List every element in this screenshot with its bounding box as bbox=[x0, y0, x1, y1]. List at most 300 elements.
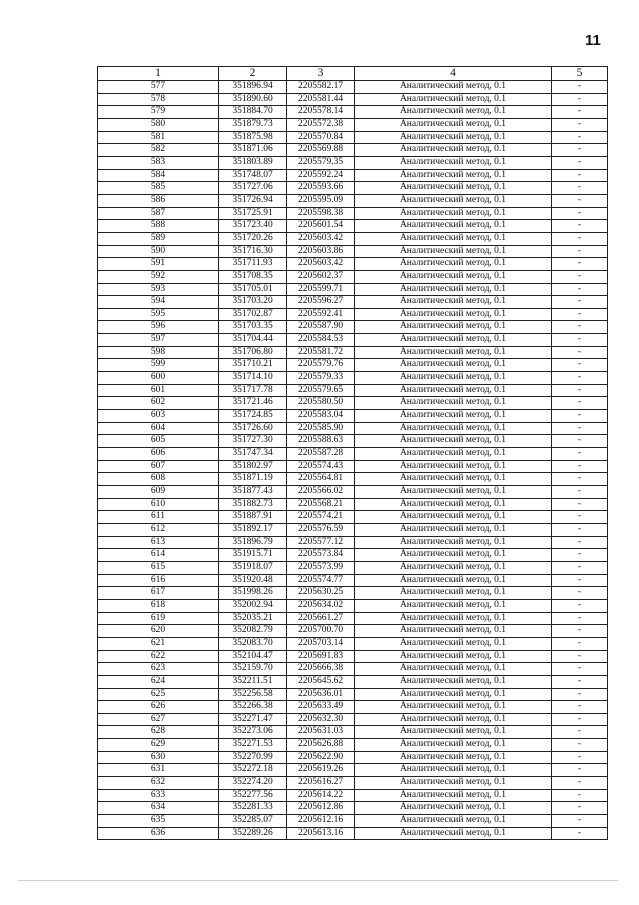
table-row bbox=[98, 308, 608, 321]
x-coordinate-cell: 352002.94 bbox=[219, 599, 287, 612]
description-cell: - bbox=[552, 93, 608, 106]
description-cell: - bbox=[552, 536, 608, 549]
table-row bbox=[98, 169, 608, 182]
description-cell: - bbox=[552, 410, 608, 423]
x-coordinate-cell: 351724.85 bbox=[219, 410, 287, 423]
x-coordinate-cell: 351871.06 bbox=[219, 144, 287, 157]
description-cell: - bbox=[552, 169, 608, 182]
x-coordinate-cell: 351703.35 bbox=[219, 321, 287, 334]
point-number-cell: 612 bbox=[98, 523, 219, 536]
x-coordinate-cell: 351723.40 bbox=[219, 220, 287, 233]
column-header-3: 3 bbox=[287, 67, 355, 81]
point-number-cell: 594 bbox=[98, 296, 219, 309]
page-edge-line bbox=[18, 880, 618, 881]
x-coordinate-cell: 351747.34 bbox=[219, 448, 287, 461]
method-cell: Аналитический метод, 0.1 bbox=[355, 144, 552, 157]
point-number-cell: 623 bbox=[98, 663, 219, 676]
method-cell: Аналитический метод, 0.1 bbox=[355, 511, 552, 524]
x-coordinate-cell: 352256.58 bbox=[219, 688, 287, 701]
method-cell: Аналитический метод, 0.1 bbox=[355, 384, 552, 397]
x-coordinate-cell: 351721.46 bbox=[219, 397, 287, 410]
method-cell: Аналитический метод, 0.1 bbox=[355, 194, 552, 207]
x-coordinate-cell: 351918.07 bbox=[219, 561, 287, 574]
description-cell: - bbox=[552, 612, 608, 625]
y-coordinate-cell: 2205593.66 bbox=[287, 182, 355, 195]
point-number-cell: 599 bbox=[98, 359, 219, 372]
y-coordinate-cell: 2205581.72 bbox=[287, 346, 355, 359]
y-coordinate-cell: 2205570.84 bbox=[287, 131, 355, 144]
point-number-cell: 597 bbox=[98, 334, 219, 347]
method-cell: Аналитический метод, 0.1 bbox=[355, 270, 552, 283]
x-coordinate-cell: 352035.21 bbox=[219, 612, 287, 625]
description-cell: - bbox=[552, 789, 608, 802]
point-number-cell: 595 bbox=[98, 308, 219, 321]
point-number-cell: 606 bbox=[98, 448, 219, 461]
description-cell: - bbox=[552, 346, 608, 359]
table-row bbox=[98, 777, 608, 790]
description-cell: - bbox=[552, 549, 608, 562]
method-cell: Аналитический метод, 0.1 bbox=[355, 283, 552, 296]
point-number-cell: 611 bbox=[98, 511, 219, 524]
description-cell: - bbox=[552, 296, 608, 309]
point-number-cell: 625 bbox=[98, 688, 219, 701]
column-header-4: 4 bbox=[355, 67, 552, 81]
method-cell: Аналитический метод, 0.1 bbox=[355, 650, 552, 663]
point-number-cell: 613 bbox=[98, 536, 219, 549]
method-cell: Аналитический метод, 0.1 bbox=[355, 397, 552, 410]
description-cell: - bbox=[552, 156, 608, 169]
y-coordinate-cell: 2205573.84 bbox=[287, 549, 355, 562]
description-cell: - bbox=[552, 144, 608, 157]
point-number-cell: 617 bbox=[98, 587, 219, 600]
method-cell: Аналитический метод, 0.1 bbox=[355, 536, 552, 549]
x-coordinate-cell: 351875.98 bbox=[219, 131, 287, 144]
description-cell: - bbox=[552, 359, 608, 372]
description-cell: - bbox=[552, 486, 608, 499]
table-row bbox=[98, 283, 608, 296]
x-coordinate-cell: 351802.97 bbox=[219, 460, 287, 473]
x-coordinate-cell: 352083.70 bbox=[219, 637, 287, 650]
method-cell: Аналитический метод, 0.1 bbox=[355, 232, 552, 245]
method-cell: Аналитический метод, 0.1 bbox=[355, 410, 552, 423]
y-coordinate-cell: 2205569.88 bbox=[287, 144, 355, 157]
table-row bbox=[98, 764, 608, 777]
point-number-cell: 607 bbox=[98, 460, 219, 473]
method-cell: Аналитический метод, 0.1 bbox=[355, 422, 552, 435]
description-cell: - bbox=[552, 460, 608, 473]
description-cell: - bbox=[552, 473, 608, 486]
x-coordinate-cell: 351896.94 bbox=[219, 81, 287, 94]
description-cell: - bbox=[552, 561, 608, 574]
table-row bbox=[98, 675, 608, 688]
method-cell: Аналитический метод, 0.1 bbox=[355, 599, 552, 612]
table-row bbox=[98, 827, 608, 840]
x-coordinate-cell: 352273.06 bbox=[219, 726, 287, 739]
point-number-cell: 583 bbox=[98, 156, 219, 169]
method-cell: Аналитический метод, 0.1 bbox=[355, 739, 552, 752]
description-cell: - bbox=[552, 448, 608, 461]
point-number-cell: 632 bbox=[98, 777, 219, 790]
method-cell: Аналитический метод, 0.1 bbox=[355, 587, 552, 600]
point-number-cell: 605 bbox=[98, 435, 219, 448]
point-number-cell: 604 bbox=[98, 422, 219, 435]
point-number-cell: 628 bbox=[98, 726, 219, 739]
column-header-2: 2 bbox=[219, 67, 287, 81]
y-coordinate-cell: 2205598.38 bbox=[287, 207, 355, 220]
y-coordinate-cell: 2205595.09 bbox=[287, 194, 355, 207]
x-coordinate-cell: 352159.70 bbox=[219, 663, 287, 676]
y-coordinate-cell: 2205603.42 bbox=[287, 232, 355, 245]
method-cell: Аналитический метод, 0.1 bbox=[355, 258, 552, 271]
table-row bbox=[98, 739, 608, 752]
point-number-cell: 616 bbox=[98, 574, 219, 587]
table-row bbox=[98, 460, 608, 473]
description-cell: - bbox=[552, 726, 608, 739]
table-row bbox=[98, 574, 608, 587]
table-row bbox=[98, 397, 608, 410]
method-cell: Аналитический метод, 0.1 bbox=[355, 156, 552, 169]
y-coordinate-cell: 2205645.62 bbox=[287, 675, 355, 688]
point-number-cell: 620 bbox=[98, 625, 219, 638]
method-cell: Аналитический метод, 0.1 bbox=[355, 169, 552, 182]
table-row bbox=[98, 207, 608, 220]
x-coordinate-cell: 351890.60 bbox=[219, 93, 287, 106]
description-cell: - bbox=[552, 334, 608, 347]
description-cell: - bbox=[552, 270, 608, 283]
x-coordinate-cell: 351877.43 bbox=[219, 486, 287, 499]
point-number-cell: 588 bbox=[98, 220, 219, 233]
y-coordinate-cell: 2205582.17 bbox=[287, 81, 355, 94]
description-cell: - bbox=[552, 106, 608, 119]
description-cell: - bbox=[552, 498, 608, 511]
method-cell: Аналитический метод, 0.1 bbox=[355, 106, 552, 119]
x-coordinate-cell: 351702.87 bbox=[219, 308, 287, 321]
method-cell: Аналитический метод, 0.1 bbox=[355, 308, 552, 321]
y-coordinate-cell: 2205666.38 bbox=[287, 663, 355, 676]
x-coordinate-cell: 352211.51 bbox=[219, 675, 287, 688]
point-number-cell: 614 bbox=[98, 549, 219, 562]
x-coordinate-cell: 352289.26 bbox=[219, 827, 287, 840]
y-coordinate-cell: 2205587.28 bbox=[287, 448, 355, 461]
x-coordinate-cell: 351879.73 bbox=[219, 118, 287, 131]
y-coordinate-cell: 2205634.02 bbox=[287, 599, 355, 612]
description-cell: - bbox=[552, 194, 608, 207]
method-cell: Аналитический метод, 0.1 bbox=[355, 220, 552, 233]
point-number-cell: 621 bbox=[98, 637, 219, 650]
x-coordinate-cell: 351726.94 bbox=[219, 194, 287, 207]
point-number-cell: 627 bbox=[98, 713, 219, 726]
table-row bbox=[98, 701, 608, 714]
point-number-cell: 603 bbox=[98, 410, 219, 423]
y-coordinate-cell: 2205626.88 bbox=[287, 739, 355, 752]
y-coordinate-cell: 2205691.83 bbox=[287, 650, 355, 663]
y-coordinate-cell: 2205588.63 bbox=[287, 435, 355, 448]
x-coordinate-cell: 351803.89 bbox=[219, 156, 287, 169]
table-row bbox=[98, 561, 608, 574]
table-row bbox=[98, 144, 608, 157]
table-header bbox=[98, 67, 608, 81]
x-coordinate-cell: 352285.07 bbox=[219, 815, 287, 828]
y-coordinate-cell: 2205616.27 bbox=[287, 777, 355, 790]
point-number-cell: 608 bbox=[98, 473, 219, 486]
point-number-cell: 636 bbox=[98, 827, 219, 840]
x-coordinate-cell: 351711.93 bbox=[219, 258, 287, 271]
method-cell: Аналитический метод, 0.1 bbox=[355, 473, 552, 486]
description-cell: - bbox=[552, 523, 608, 536]
x-coordinate-cell: 351920.48 bbox=[219, 574, 287, 587]
method-cell: Аналитический метод, 0.1 bbox=[355, 81, 552, 94]
y-coordinate-cell: 2205599.71 bbox=[287, 283, 355, 296]
table-row bbox=[98, 156, 608, 169]
method-cell: Аналитический метод, 0.1 bbox=[355, 764, 552, 777]
y-coordinate-cell: 2205601.54 bbox=[287, 220, 355, 233]
y-coordinate-cell: 2205587.90 bbox=[287, 321, 355, 334]
x-coordinate-cell: 351884.70 bbox=[219, 106, 287, 119]
description-cell: - bbox=[552, 308, 608, 321]
y-coordinate-cell: 2205614.22 bbox=[287, 789, 355, 802]
method-cell: Аналитический метод, 0.1 bbox=[355, 663, 552, 676]
table-row bbox=[98, 726, 608, 739]
description-cell: - bbox=[552, 764, 608, 777]
point-number-cell: 586 bbox=[98, 194, 219, 207]
description-cell: - bbox=[552, 625, 608, 638]
table-row bbox=[98, 232, 608, 245]
point-number-cell: 590 bbox=[98, 245, 219, 258]
method-cell: Аналитический метод, 0.1 bbox=[355, 827, 552, 840]
description-cell: - bbox=[552, 701, 608, 714]
description-cell: - bbox=[552, 118, 608, 131]
table-row bbox=[98, 473, 608, 486]
description-cell: - bbox=[552, 587, 608, 600]
x-coordinate-cell: 351716.30 bbox=[219, 245, 287, 258]
table-row bbox=[98, 802, 608, 815]
point-number-cell: 634 bbox=[98, 802, 219, 815]
y-coordinate-cell: 2205602.37 bbox=[287, 270, 355, 283]
table-row bbox=[98, 713, 608, 726]
table-row bbox=[98, 422, 608, 435]
description-cell: - bbox=[552, 283, 608, 296]
description-cell: - bbox=[552, 511, 608, 524]
column-header-5: 5 bbox=[552, 67, 608, 81]
y-coordinate-cell: 2205579.76 bbox=[287, 359, 355, 372]
y-coordinate-cell: 2205574.43 bbox=[287, 460, 355, 473]
table-row bbox=[98, 751, 608, 764]
y-coordinate-cell: 2205703.14 bbox=[287, 637, 355, 650]
y-coordinate-cell: 2205572.38 bbox=[287, 118, 355, 131]
point-number-cell: 584 bbox=[98, 169, 219, 182]
method-cell: Аналитический метод, 0.1 bbox=[355, 486, 552, 499]
y-coordinate-cell: 2205612.16 bbox=[287, 815, 355, 828]
x-coordinate-cell: 352266.38 bbox=[219, 701, 287, 714]
point-number-cell: 622 bbox=[98, 650, 219, 663]
description-cell: - bbox=[552, 574, 608, 587]
table-row bbox=[98, 650, 608, 663]
table-row bbox=[98, 625, 608, 638]
method-cell: Аналитический метод, 0.1 bbox=[355, 777, 552, 790]
y-coordinate-cell: 2205603.86 bbox=[287, 245, 355, 258]
y-coordinate-cell: 2205619.26 bbox=[287, 764, 355, 777]
table-row bbox=[98, 815, 608, 828]
method-cell: Аналитический метод, 0.1 bbox=[355, 131, 552, 144]
point-number-cell: 633 bbox=[98, 789, 219, 802]
y-coordinate-cell: 2205636.01 bbox=[287, 688, 355, 701]
x-coordinate-cell: 351727.06 bbox=[219, 182, 287, 195]
y-coordinate-cell: 2205580.50 bbox=[287, 397, 355, 410]
description-cell: - bbox=[552, 81, 608, 94]
description-cell: - bbox=[552, 650, 608, 663]
coordinates-table bbox=[97, 66, 608, 840]
table-row bbox=[98, 511, 608, 524]
table-row bbox=[98, 536, 608, 549]
method-cell: Аналитический метод, 0.1 bbox=[355, 296, 552, 309]
point-number-cell: 618 bbox=[98, 599, 219, 612]
description-cell: - bbox=[552, 802, 608, 815]
table-row bbox=[98, 334, 608, 347]
y-coordinate-cell: 2205578.14 bbox=[287, 106, 355, 119]
table-row bbox=[98, 384, 608, 397]
point-number-cell: 579 bbox=[98, 106, 219, 119]
description-cell: - bbox=[552, 220, 608, 233]
method-cell: Аналитический метод, 0.1 bbox=[355, 372, 552, 385]
y-coordinate-cell: 2205633.49 bbox=[287, 701, 355, 714]
description-cell: - bbox=[552, 739, 608, 752]
table-row bbox=[98, 599, 608, 612]
method-cell: Аналитический метод, 0.1 bbox=[355, 625, 552, 638]
description-cell: - bbox=[552, 675, 608, 688]
table-row bbox=[98, 118, 608, 131]
description-cell: - bbox=[552, 397, 608, 410]
method-cell: Аналитический метод, 0.1 bbox=[355, 815, 552, 828]
point-number-cell: 630 bbox=[98, 751, 219, 764]
point-number-cell: 598 bbox=[98, 346, 219, 359]
x-coordinate-cell: 351725.91 bbox=[219, 207, 287, 220]
table-row bbox=[98, 182, 608, 195]
point-number-cell: 624 bbox=[98, 675, 219, 688]
method-cell: Аналитический метод, 0.1 bbox=[355, 435, 552, 448]
x-coordinate-cell: 351726.60 bbox=[219, 422, 287, 435]
x-coordinate-cell: 351705.01 bbox=[219, 283, 287, 296]
method-cell: Аналитический метод, 0.1 bbox=[355, 448, 552, 461]
table-row bbox=[98, 359, 608, 372]
y-coordinate-cell: 2205579.35 bbox=[287, 156, 355, 169]
x-coordinate-cell: 351871.19 bbox=[219, 473, 287, 486]
x-coordinate-cell: 351706.80 bbox=[219, 346, 287, 359]
table-row bbox=[98, 245, 608, 258]
y-coordinate-cell: 2205579.65 bbox=[287, 384, 355, 397]
x-coordinate-cell: 352281.33 bbox=[219, 802, 287, 815]
y-coordinate-cell: 2205661.27 bbox=[287, 612, 355, 625]
table-row bbox=[98, 663, 608, 676]
x-coordinate-cell: 351727.30 bbox=[219, 435, 287, 448]
header-row bbox=[98, 67, 608, 81]
y-coordinate-cell: 2205622.90 bbox=[287, 751, 355, 764]
description-cell: - bbox=[552, 422, 608, 435]
description-cell: - bbox=[552, 435, 608, 448]
description-cell: - bbox=[552, 258, 608, 271]
method-cell: Аналитический метод, 0.1 bbox=[355, 701, 552, 714]
point-number-cell: 619 bbox=[98, 612, 219, 625]
y-coordinate-cell: 2205603.42 bbox=[287, 258, 355, 271]
y-coordinate-cell: 2205613.16 bbox=[287, 827, 355, 840]
table-row bbox=[98, 270, 608, 283]
description-cell: - bbox=[552, 245, 608, 258]
y-coordinate-cell: 2205581.44 bbox=[287, 93, 355, 106]
point-number-cell: 585 bbox=[98, 182, 219, 195]
table-row bbox=[98, 346, 608, 359]
table-row bbox=[98, 106, 608, 119]
y-coordinate-cell: 2205576.59 bbox=[287, 523, 355, 536]
method-cell: Аналитический метод, 0.1 bbox=[355, 802, 552, 815]
x-coordinate-cell: 351896.79 bbox=[219, 536, 287, 549]
point-number-cell: 635 bbox=[98, 815, 219, 828]
table-row bbox=[98, 637, 608, 650]
x-coordinate-cell: 351708.35 bbox=[219, 270, 287, 283]
method-cell: Аналитический метод, 0.1 bbox=[355, 688, 552, 701]
point-number-cell: 602 bbox=[98, 397, 219, 410]
table-body bbox=[98, 81, 608, 840]
table-row bbox=[98, 435, 608, 448]
description-cell: - bbox=[552, 599, 608, 612]
table-row bbox=[98, 498, 608, 511]
table-row bbox=[98, 612, 608, 625]
description-cell: - bbox=[552, 637, 608, 650]
description-cell: - bbox=[552, 232, 608, 245]
x-coordinate-cell: 352277.56 bbox=[219, 789, 287, 802]
point-number-cell: 601 bbox=[98, 384, 219, 397]
table-row bbox=[98, 296, 608, 309]
x-coordinate-cell: 351887.91 bbox=[219, 511, 287, 524]
description-cell: - bbox=[552, 751, 608, 764]
point-number-cell: 596 bbox=[98, 321, 219, 334]
table-row bbox=[98, 372, 608, 385]
description-cell: - bbox=[552, 182, 608, 195]
x-coordinate-cell: 352082.79 bbox=[219, 625, 287, 638]
point-number-cell: 581 bbox=[98, 131, 219, 144]
y-coordinate-cell: 2205566.02 bbox=[287, 486, 355, 499]
y-coordinate-cell: 2205700.70 bbox=[287, 625, 355, 638]
y-coordinate-cell: 2205631.03 bbox=[287, 726, 355, 739]
method-cell: Аналитический метод, 0.1 bbox=[355, 207, 552, 220]
x-coordinate-cell: 351717.78 bbox=[219, 384, 287, 397]
x-coordinate-cell: 351710.21 bbox=[219, 359, 287, 372]
table-row bbox=[98, 131, 608, 144]
point-number-cell: 577 bbox=[98, 81, 219, 94]
y-coordinate-cell: 2205612.86 bbox=[287, 802, 355, 815]
x-coordinate-cell: 351915.71 bbox=[219, 549, 287, 562]
method-cell: Аналитический метод, 0.1 bbox=[355, 713, 552, 726]
x-coordinate-cell: 351720.26 bbox=[219, 232, 287, 245]
method-cell: Аналитический метод, 0.1 bbox=[355, 675, 552, 688]
point-number-cell: 610 bbox=[98, 498, 219, 511]
x-coordinate-cell: 351703.20 bbox=[219, 296, 287, 309]
method-cell: Аналитический метод, 0.1 bbox=[355, 321, 552, 334]
method-cell: Аналитический метод, 0.1 bbox=[355, 789, 552, 802]
point-number-cell: 626 bbox=[98, 701, 219, 714]
method-cell: Аналитический метод, 0.1 bbox=[355, 726, 552, 739]
point-number-cell: 578 bbox=[98, 93, 219, 106]
description-cell: - bbox=[552, 713, 608, 726]
point-number-cell: 600 bbox=[98, 372, 219, 385]
y-coordinate-cell: 2205564.81 bbox=[287, 473, 355, 486]
method-cell: Аналитический метод, 0.1 bbox=[355, 523, 552, 536]
x-coordinate-cell: 352270.99 bbox=[219, 751, 287, 764]
point-number-cell: 589 bbox=[98, 232, 219, 245]
y-coordinate-cell: 2205574.77 bbox=[287, 574, 355, 587]
x-coordinate-cell: 351704.44 bbox=[219, 334, 287, 347]
y-coordinate-cell: 2205568.21 bbox=[287, 498, 355, 511]
method-cell: Аналитический метод, 0.1 bbox=[355, 751, 552, 764]
method-cell: Аналитический метод, 0.1 bbox=[355, 245, 552, 258]
